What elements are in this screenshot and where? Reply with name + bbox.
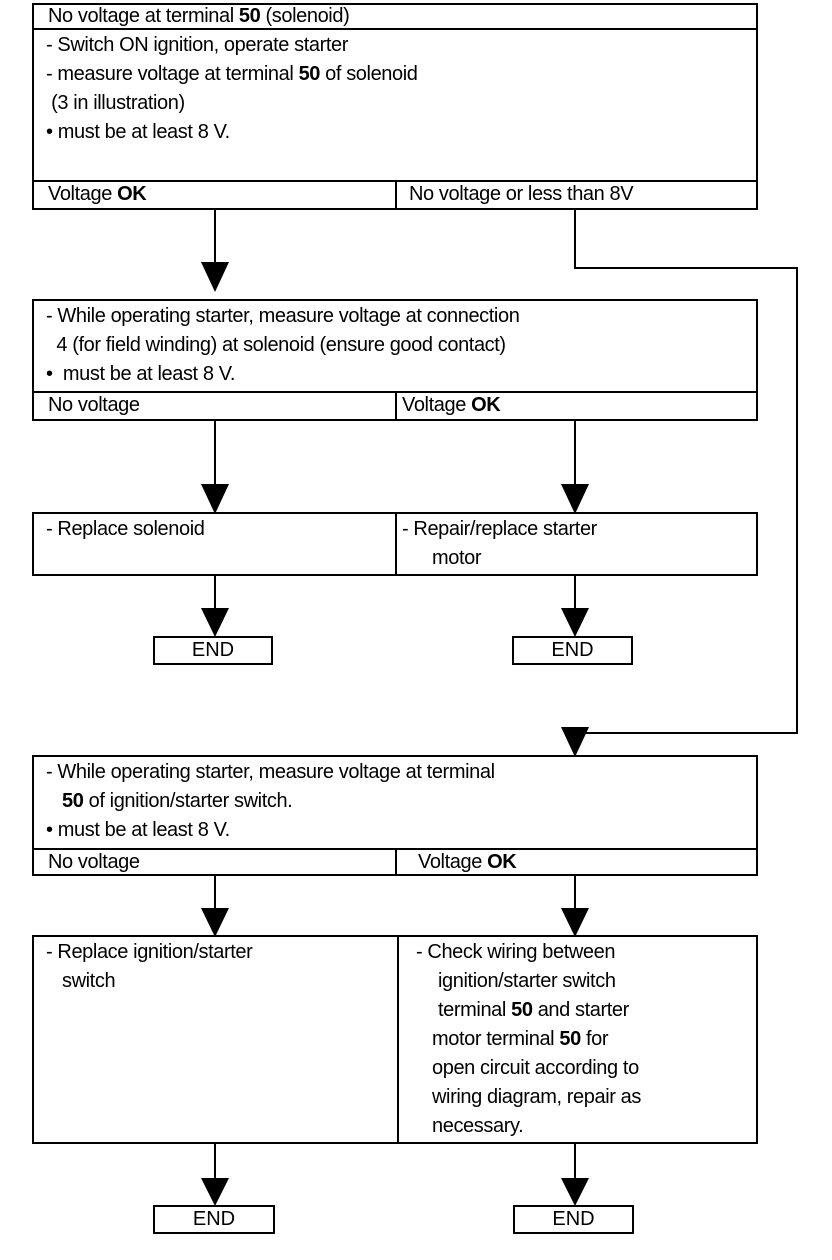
instruction-line	[46, 60, 418, 89]
text: wiring diagram, repair as	[432, 1086, 641, 1108]
text	[416, 1025, 641, 1054]
instruction-line: - While operating starter, measure voltage at terminal	[46, 761, 495, 783]
step1-instructions	[46, 31, 418, 147]
end-terminal: END	[512, 636, 633, 665]
text: - Repair/replace starter	[402, 518, 597, 540]
instruction-line: (3 in illustration)	[46, 92, 185, 114]
terminal-number: 50	[238, 5, 261, 27]
text: switch	[62, 970, 116, 992]
text: OK	[487, 851, 517, 873]
text: - Replace ignition/starter	[46, 941, 253, 963]
divider	[395, 180, 397, 208]
text: terminal	[438, 999, 512, 1021]
divider	[395, 391, 397, 419]
step2-instructions	[46, 302, 519, 389]
end-terminal: END	[153, 1205, 275, 1234]
requirement-line: • must be at least 8 V.	[46, 819, 230, 841]
divider	[34, 28, 756, 30]
terminal-number: 50	[62, 790, 84, 812]
header-text: No voltage at terminal	[48, 5, 239, 27]
outcome-voltage-ok	[418, 848, 516, 877]
text: of ignition/starter switch.	[83, 790, 293, 812]
text: ignition/starter switch	[438, 970, 616, 992]
action-repair-starter	[402, 515, 597, 573]
text: OK	[117, 183, 147, 205]
text: - measure voltage at terminal	[46, 63, 299, 85]
action-check-wiring	[416, 938, 641, 1141]
step1-header	[48, 2, 349, 31]
text: for	[580, 1028, 609, 1050]
instruction-line: - While operating starter, measure voltage at connection	[46, 305, 520, 327]
arrowhead-icon	[561, 484, 589, 514]
terminal-number: 50	[559, 1028, 581, 1050]
terminal-number: 50	[511, 999, 533, 1021]
terminal-number: 50	[298, 63, 321, 85]
step2-box	[32, 299, 758, 421]
text: OK	[471, 394, 501, 416]
text: and starter	[532, 999, 629, 1021]
action-replace-solenoid: - Replace solenoid	[46, 518, 205, 540]
outcome-no-voltage: No voltage	[48, 394, 140, 416]
instruction-line	[46, 787, 495, 816]
divider	[395, 848, 397, 874]
arrowhead-icon	[561, 608, 589, 637]
divider	[397, 937, 399, 1142]
arrowhead-icon	[201, 908, 229, 937]
header-text: (solenoid)	[260, 5, 350, 27]
text	[416, 996, 641, 1025]
text: open circuit according to	[432, 1057, 639, 1079]
step1-box	[32, 3, 758, 210]
arrowhead-icon	[561, 727, 589, 757]
outcome-no-voltage: No voltage	[48, 851, 140, 873]
step3-box	[32, 512, 758, 576]
text: Voltage	[48, 183, 118, 205]
instruction-line: - Switch ON ignition, operate starter	[46, 34, 348, 56]
arrowhead-icon	[201, 1178, 229, 1206]
text: motor terminal	[432, 1028, 560, 1050]
arrowhead-icon	[201, 608, 229, 637]
outcome-voltage-ok	[402, 391, 500, 420]
end-terminal: END	[513, 1205, 634, 1234]
end-terminal: END	[153, 636, 273, 665]
action-replace-switch	[46, 938, 252, 996]
instruction-line: 4 (for field winding) at solenoid (ensure good contact)	[46, 334, 506, 356]
step4-box	[32, 755, 758, 876]
text: of solenoid	[320, 63, 418, 85]
outcome-no-voltage: No voltage or less than 8V	[409, 183, 634, 205]
requirement-line: • must be at least 8 V.	[46, 363, 235, 385]
outcome-voltage-ok	[48, 180, 146, 209]
text: - Check wiring between	[416, 941, 616, 963]
step5-box	[32, 935, 758, 1144]
divider	[395, 514, 397, 574]
arrowhead-icon	[561, 1178, 589, 1206]
arrowhead-icon	[201, 484, 229, 514]
text: Voltage	[418, 851, 488, 873]
text: motor	[432, 547, 482, 569]
text: Voltage	[402, 394, 472, 416]
arrowhead-icon	[561, 908, 589, 937]
requirement-line: • must be at least 8 V.	[46, 121, 230, 143]
text: necessary.	[432, 1115, 524, 1137]
arrowhead-icon	[201, 262, 229, 292]
step4-instructions	[46, 758, 495, 845]
